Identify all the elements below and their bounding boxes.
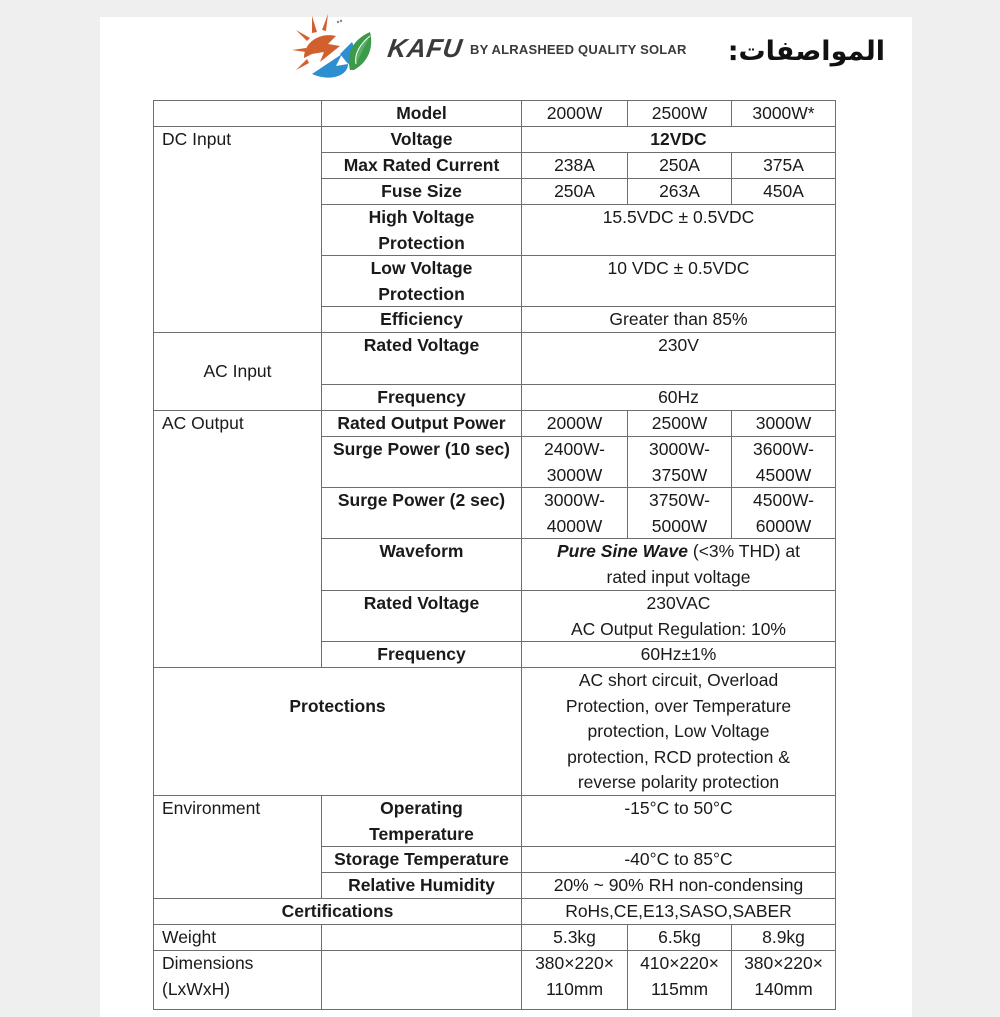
- dc-voltage-label: Voltage: [321, 126, 522, 153]
- waveform-rest: (<3% THD) at: [688, 541, 800, 561]
- max-rated-current-label: Max Rated Current: [321, 152, 522, 179]
- protections-line: AC short circuit, Overload: [578, 670, 779, 690]
- protections-line: protection, Low Voltage: [587, 721, 770, 741]
- brand-subtitle: BY ALRASHEED QUALITY SOLAR: [470, 42, 687, 57]
- group-dc-input: DC Input: [153, 126, 322, 333]
- efficiency-value: Greater than 85%: [521, 306, 836, 333]
- group-ac-input: [153, 332, 322, 411]
- operating-temperature-value: -15°C to 50°C: [521, 795, 836, 847]
- dimensions-3000w: [731, 950, 836, 1010]
- low-voltage-protection-label-line2: Protection: [378, 283, 465, 304]
- surge-2s-2500w-line2: 5000W: [651, 515, 708, 536]
- surge-2s-2000w: [521, 487, 628, 539]
- ac-output-rated-voltage-line1: 230VAC: [646, 593, 711, 613]
- high-voltage-protection-value: 15.5VDC ± 0.5VDC: [521, 204, 836, 256]
- surge-10s-2000w-line1: 2400W-: [544, 439, 605, 459]
- rated-output-power-3000w: 3000W: [731, 410, 836, 437]
- surge-10s-label: Surge Power (10 sec): [321, 436, 522, 488]
- max-rated-current-2000w: 238A: [521, 152, 628, 179]
- waveform-emphasis: Pure Sine Wave: [557, 541, 688, 561]
- surge-2s-3000w-line1: 4500W-: [753, 490, 814, 510]
- low-voltage-protection-value: 10 VDC ± 0.5VDC: [521, 255, 836, 307]
- max-rated-current-2500w: 250A: [627, 152, 732, 179]
- surge-2s-3000w: [731, 487, 836, 539]
- dc-voltage-value: 12VDC: [521, 126, 836, 153]
- surge-10s-2500w-line2: 3750W: [651, 464, 708, 485]
- fuse-size-label: Fuse Size: [321, 178, 522, 205]
- relative-humidity-value: 20% ~ 90% RH non-condensing: [521, 872, 836, 899]
- low-voltage-protection-label-line1: Low Voltage: [370, 258, 473, 278]
- high-voltage-protection-label-line2: Protection: [378, 232, 465, 253]
- certifications-value: RoHs,CE,E13,SASO,SABER: [521, 898, 836, 925]
- ac-output-rated-voltage-label: Rated Voltage: [321, 590, 522, 642]
- ac-input-rated-voltage-label: Rated Voltage: [321, 332, 522, 385]
- efficiency-label: Efficiency: [321, 306, 522, 333]
- waveform-value-line1: [526, 539, 831, 565]
- rated-output-power-label: Rated Output Power: [321, 410, 522, 437]
- high-voltage-protection-label-line1: High Voltage: [368, 207, 475, 227]
- ac-output-rated-voltage-value: [521, 590, 836, 642]
- waveform-value-line2: rated input voltage: [606, 566, 751, 587]
- ac-input-rated-voltage-value: 230V: [521, 332, 836, 385]
- operating-temperature-label: [321, 795, 522, 847]
- weight-2000w: 5.3kg: [521, 924, 628, 951]
- surge-10s-2500w: [627, 436, 732, 488]
- weight-3000w: 8.9kg: [731, 924, 836, 951]
- certifications-label: Certifications: [153, 898, 522, 925]
- surge-2s-2000w-line2: 4000W: [546, 515, 603, 536]
- surge-10s-3000w: [731, 436, 836, 488]
- low-voltage-protection-label: [321, 255, 522, 307]
- ac-input-frequency-value: 60Hz: [521, 384, 836, 411]
- dimensions-2000w-line1: 380×220×: [535, 953, 614, 973]
- weight-label: Weight: [153, 924, 322, 951]
- surge-2s-2500w: [627, 487, 732, 539]
- relative-humidity-label: Relative Humidity: [321, 872, 522, 899]
- storage-temperature-value: -40°C to 85°C: [521, 846, 836, 873]
- dimensions-3000w-line2: 140mm: [754, 978, 813, 999]
- protections-label: Protections: [153, 667, 522, 796]
- max-rated-current-3000w: 375A: [731, 152, 836, 179]
- surge-10s-2500w-line1: 3000W-: [649, 439, 710, 459]
- dimensions-2500w-line1: 410×220×: [640, 953, 719, 973]
- dimensions-2000w: [521, 950, 628, 1010]
- dimensions-2500w: [627, 950, 732, 1010]
- surge-2s-2000w-line1: 3000W-: [544, 490, 605, 510]
- dimensions-empty-cell: [321, 950, 522, 1010]
- ac-output-rated-voltage-line2: AC Output Regulation: 10%: [571, 618, 786, 639]
- brand-name: KAFU: [385, 33, 465, 63]
- operating-temperature-label-line2: Temperature: [369, 823, 474, 844]
- protections-line: Protection, over Temperature: [565, 695, 792, 716]
- fuse-size-3000w: 450A: [731, 178, 836, 205]
- protections-value: [521, 667, 836, 796]
- storage-temperature-label: Storage Temperature: [321, 846, 522, 873]
- waveform-label: Waveform: [321, 538, 522, 591]
- model-2000w: 2000W: [521, 100, 628, 127]
- dimensions-label-line1: Dimensions: [162, 953, 254, 973]
- dimensions-2500w-line2: 115mm: [650, 978, 709, 999]
- weight-empty-cell: [321, 924, 522, 951]
- waveform-value: [521, 538, 836, 591]
- surge-2s-2500w-line1: 3750W-: [649, 490, 710, 510]
- surge-10s-3000w-line1: 3600W-: [753, 439, 814, 459]
- sun-bolt-leaf-logo-icon: [290, 14, 390, 82]
- empty-header-cell: [153, 100, 322, 127]
- fuse-size-2500w: 263A: [627, 178, 732, 205]
- fuse-size-2000w: 250A: [521, 178, 628, 205]
- ac-output-frequency-label: Frequency: [321, 641, 522, 668]
- rated-output-power-2500w: 2500W: [627, 410, 732, 437]
- dimensions-2000w-line2: 110mm: [545, 978, 604, 999]
- group-ac-output: AC Output: [153, 410, 322, 668]
- surge-2s-label: Surge Power (2 sec): [321, 487, 522, 539]
- ac-input-frequency-label: Frequency: [321, 384, 522, 411]
- model-2500w: 2500W: [627, 100, 732, 127]
- surge-10s-3000w-line2: 4500W: [755, 464, 812, 485]
- model-3000w: 3000W*: [731, 100, 836, 127]
- group-ac-input-label: AC Input: [203, 360, 272, 381]
- dimensions-3000w-line1: 380×220×: [744, 953, 823, 973]
- page-title: المواصفات:: [727, 36, 885, 67]
- protections-line: protection, RCD protection &: [567, 746, 790, 767]
- rated-output-power-2000w: 2000W: [521, 410, 628, 437]
- dimensions-label: [153, 950, 322, 1010]
- operating-temperature-label-line1: Operating: [380, 798, 463, 818]
- group-environment: Environment: [153, 795, 322, 899]
- ac-output-frequency-value: 60Hz±1%: [521, 641, 836, 668]
- dimensions-label-line2: (LxWxH): [162, 978, 231, 999]
- model-label: Model: [321, 100, 522, 127]
- surge-2s-3000w-line2: 6000W: [755, 515, 812, 536]
- weight-2500w: 6.5kg: [627, 924, 732, 951]
- high-voltage-protection-label: [321, 204, 522, 256]
- surge-10s-2000w-line2: 3000W: [546, 464, 603, 485]
- surge-10s-2000w: [521, 436, 628, 488]
- protections-line: reverse polarity protection: [577, 772, 780, 792]
